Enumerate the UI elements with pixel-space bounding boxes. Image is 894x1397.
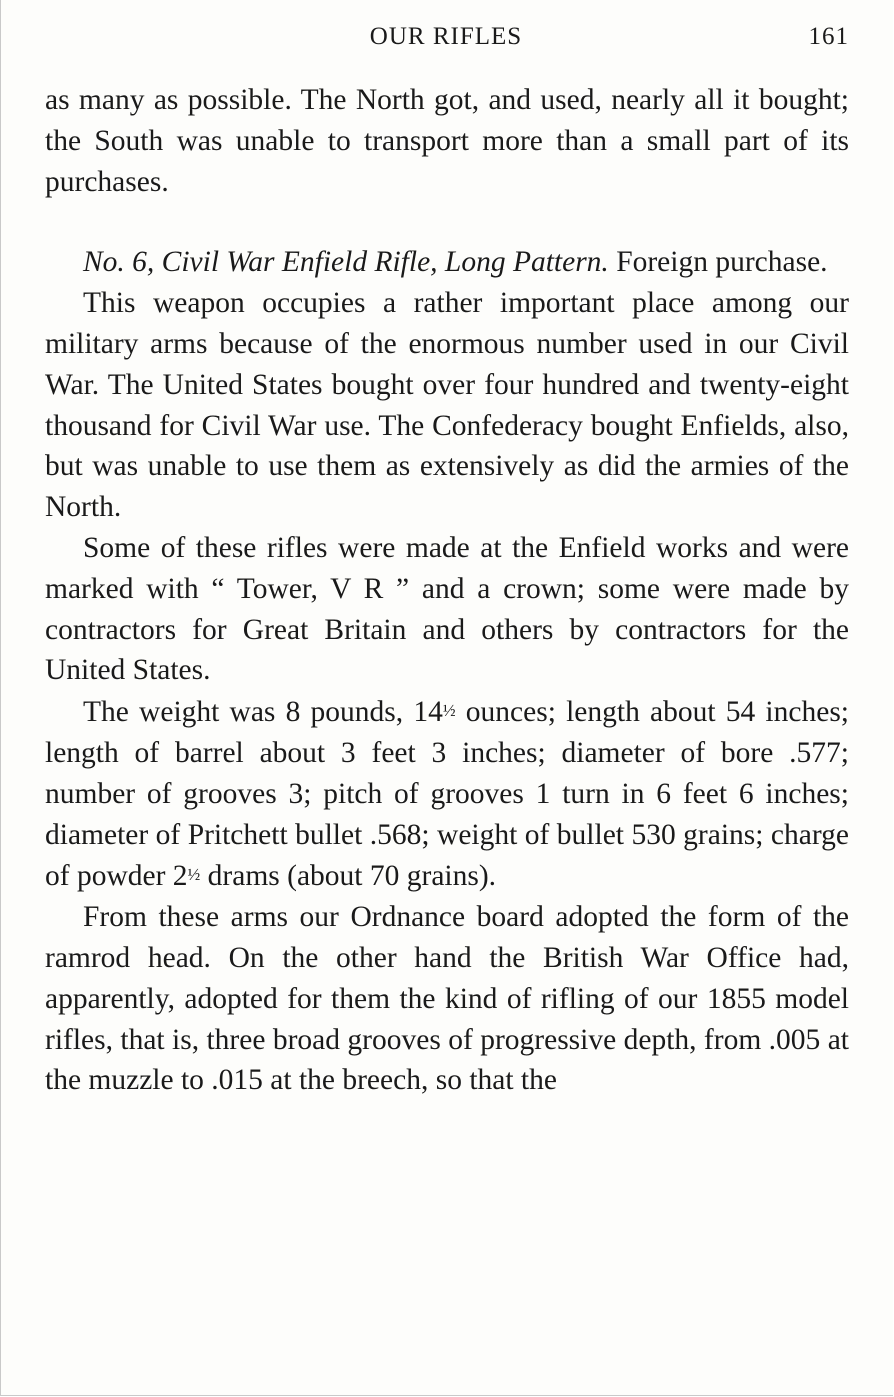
paragraph-manufacture: Some of these rifles were made at the Enfield works and were marked with “ Tower, V R ” and a crown; some were made by contractors for Great Britain and others by contractors for the United States. (45, 531, 849, 687)
running-head (43, 20, 849, 54)
fraction-half: ½ (187, 865, 201, 885)
spec-text-part-2: ounces; length about 54 inches; length of barrel about 3 feet 3 inches; diameter of bore .577; number of grooves 3; pitch of grooves 1 turn in 6 feet 6 inches; diameter of Pritchett bullet .568; weight of bullet 530 grains; charge of powder 2 (45, 696, 849, 893)
paragraph-ordnance-board: From these arms our Ordnance board adopted the form of the ramrod head. On the other hand the British War Office had, apparently, adopted for them the kind of rifling of our 1855 model rifles, that is, three broad grooves of progressive depth, from .005 at the muzzle to .015 at the breech, so that the (45, 901, 849, 1097)
body-text (45, 80, 849, 1101)
paragraph-specifications (45, 691, 849, 897)
section-heading-subtitle: Foreign purchase. (616, 246, 828, 279)
paragraph-continued: as many as possible. The North got, and used, nearly all it bought; the South was unable to transport more than a small part of its purchases. (45, 84, 849, 198)
page-number: 161 (808, 23, 849, 50)
section-heading (45, 242, 849, 283)
spec-text-part-3: drams (about 70 grains). (200, 860, 497, 893)
paragraph-weapon-importance: This weapon occupies a rather important place among our military arms because of the enormous number used in our Civil War. The United States bought over four hundred and twenty-eight thousand for Civil War use. The Confederacy bought Enfields, also, but was unable to use them as extensively as did the armies of the North. (45, 287, 849, 524)
fraction-half: ½ (442, 701, 456, 721)
section-heading-title: No. 6, Civil War Enfield Rifle, Long Pattern. (83, 246, 609, 279)
spec-text-part-1: The weight was 8 pounds, 14 (83, 696, 443, 729)
running-title: OUR RIFLES (369, 23, 523, 50)
